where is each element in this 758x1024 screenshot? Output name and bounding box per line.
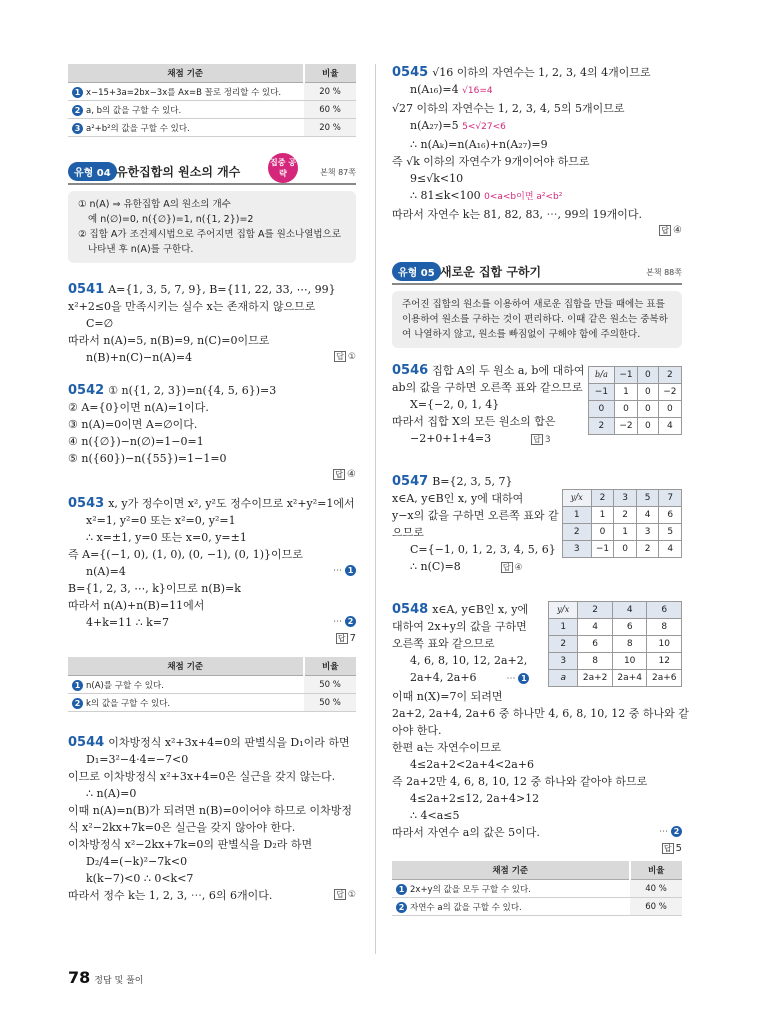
table-cell: −2 [614,418,637,435]
solution-line: 이때 n(X)=7이 되려면 [392,690,503,703]
ratio: 60 % [630,898,683,916]
col-header: 5 [636,490,659,507]
solution-line: 이때 n(A)=n(B)가 되려면 n(B)=0이어야 하므로 이차방정 [68,804,353,817]
criteria-header: 채점 기준 [68,657,304,676]
solution-line: ② A={0}이면 n(A)=1이다. [68,401,209,414]
solution-line: 따라서 집합 X의 모든 원소의 합은 [392,415,556,428]
solution-line: ∴ n(C)=8 [410,560,461,573]
step-1-marker: 1 [518,673,529,684]
table-cell: 6 [578,636,613,653]
ratio: 50 % [304,694,357,712]
criteria-header: 채점 기준 [392,861,630,880]
solution-0541 [68,281,356,366]
table-cell: 4 [578,619,613,636]
problem-number: 0542 [68,383,105,398]
solution-line: x∈A, y∈B인 x, y에 대하여 [392,492,524,505]
criteria-text: a²+b²의 값을 구할 수 있다. [86,123,190,134]
type-04-header [68,159,356,185]
footer-label: 정답 및 풀이 [94,976,144,986]
solution-line: ∴ n(Aₖ)=n(A₁₆)+n(A₂₇)=9 [410,138,548,151]
col-header: 2 [578,602,613,619]
solution-line: √27 이하의 자연수는 1, 2, 3, 4, 5의 5개이므로 [392,102,625,115]
note-line: ① n(A) ⇒ 유한집합 A의 원소의 개수 [78,199,231,210]
margin-note: 0<a<b이면 a²<b² [484,192,563,202]
answer: ① [347,890,356,900]
table-cell: 5 [659,524,682,541]
solution-line: x∈A, y∈B인 x, y에 [432,603,529,616]
col-header: 2 [591,490,614,507]
table-cell: 4 [636,507,659,524]
solution-line: ⑤ n({60})−n({55})=1−1=0 [68,452,227,465]
criteria-row [68,119,356,137]
right-column [392,64,689,916]
ratio-header: 비율 [630,861,683,880]
table-cell: 2 [614,507,637,524]
col-header: 4 [612,602,647,619]
problem-number: 0541 [68,282,105,297]
type-05-header [392,259,682,285]
solution-line: 오른쪽 표와 같으므로 [392,637,495,650]
answer-icon: 답 [336,890,344,899]
solution-line: 즉 √k 이하의 자연수가 9개이어야 하므로 [392,155,590,168]
answer: ④ [673,225,682,236]
solution-line: 이차방정식 x²−2kx+7k=0의 판별식을 D₂라 하면 [68,838,313,851]
ratio: 60 % [304,101,357,119]
table-cell: 0 [658,401,681,418]
answer: 5 [675,843,682,854]
solution-0543: 0543 x, y가 정수이면 x², y²도 정수이므로 x²+y²=1에서 x²=1, y²=0 또는 x²=0, y²=1 ∴ x=±1, y=0 또는 x=0, y=±1 즉 A={(−1, 0), (1, 0), (0, −1), (0, 1)}이므로 n(A)=4 ⋯ 1 B={1, 2, 3, ⋯, k}이므로 n(B)=k 따라서 n(A)+n(B)=11에서 4+k=11 ∴ k=7 ⋯ 2 답 7 [68,496,356,644]
row-header: a [549,670,578,687]
table-cell: 0 [638,384,659,401]
table-cell: −2 [658,384,681,401]
solution-line: 2a+4, 2a+6 [410,671,477,684]
criteria-row [392,880,682,898]
solution-line: ③ n(A)=0이면 A=∅이다. [68,418,198,431]
note-line: 여 나열하지 않고, 원소를 빠짐없이 구해야 함에 주의한다. [402,329,641,340]
table-cell: 0 [591,524,614,541]
criteria-row [68,83,356,101]
note-line: 이용하여 원소를 구하는 것이 편리하다. 이때 같은 원소는 중복하 [402,314,668,325]
page-footer [68,968,143,987]
row-header: 2 [549,636,578,653]
criteria-text: k의 값을 구할 수 있다. [86,698,171,709]
col-header: 3 [614,490,637,507]
solution-line: 대하여 2x+y의 값을 구하면 [392,620,527,633]
note-line: 주어진 집합의 원소를 이용하여 새로운 집합을 만들 때에는 표를 [402,299,665,310]
solution-line: 집합 A의 두 원소 a, b에 대하여 [432,364,585,377]
problem-number: 0543 [68,496,105,511]
solution-line: 4, 6, 8, 10, 12, 2a+2, [410,654,528,667]
col-header: 6 [647,602,682,619]
solution-line: √16 이하의 자연수는 1, 2, 3, 4의 4개이므로 [432,66,651,79]
criteria-row [68,694,356,712]
criteria-text: n(A)를 구할 수 있다. [86,680,164,691]
col-header: 0 [638,367,659,384]
step-number: 3 [72,123,83,134]
solution-line: C=∅ [86,317,114,330]
grading-criteria-table [68,64,356,137]
grading-criteria-table [68,657,356,712]
problem-number: 0548 [392,602,429,617]
corner-label: a [603,370,608,379]
solution-line: n(A₂₇)=5 [410,119,459,132]
row-header: 2 [563,524,592,541]
row-header: 1 [549,619,578,636]
criteria-text: 자연수 a의 값을 구할 수 있다. [410,902,522,913]
step-1-marker: 1 [345,565,356,576]
corner-label: x [578,493,583,502]
step-2-marker: 2 [345,616,356,627]
solution-line: D₂/4=(−k)²−7k<0 [86,855,188,868]
row-header: 3 [549,653,578,670]
sum-table: y/x 2 4 6 1 4 6 8 2 6 8 10 3 8 10 12 a 2a+2 2a+4 2a+6 [548,601,682,687]
product-table: b/a −1 0 2 −1 1 0 −2 0 0 0 0 2 −2 0 4 [588,366,682,435]
problem-number: 0547 [392,474,429,489]
solution-line: ∴ 81≤k<100 [410,189,481,202]
corner-label: y [570,493,576,502]
table-cell: 8 [647,619,682,636]
solution-line: 4≤2a+2≤12, 2a+4>12 [410,792,540,805]
table-cell: 10 [647,636,682,653]
step-number: 2 [72,698,83,709]
criteria-text: a, b의 값을 구할 수 있다. [86,105,182,116]
type-badge: 유형 05 [392,262,441,281]
solution-line: ① n({1, 2, 3})=n({4, 5, 6})=3 [108,384,277,397]
row-header: 1 [563,507,592,524]
book-page-ref: 본책 87쪽 [320,168,356,177]
table-cell: 4 [658,418,681,435]
solution-line: ∴ x=±1, y=0 또는 x=0, y=±1 [86,531,247,544]
table-cell: 8 [578,653,613,670]
solution-line: k(k−7)<0 ∴ 0<k<7 [86,872,194,885]
solution-line: 4+k=11 ∴ k=7 [86,616,169,629]
ratio-header: 비율 [304,657,357,676]
solution-line: y−x의 값을 구하면 오른쪽 표와 같 [392,509,559,522]
solution-0544 [68,734,356,904]
step-number: 2 [72,105,83,116]
ratio-header: 비율 [304,64,357,83]
type-badge: 유형 04 [68,162,117,181]
table-cell: 1 [591,507,614,524]
solution-line: 이차방정식 x²+3x+4=0의 판별식을 D₁이라 하면 [108,736,350,749]
column-divider [375,64,376,954]
focus-badge: 집중 공략 [268,153,298,183]
solution-0548: 0548 x∈A, y∈B인 x, y에 대하여 2x+y의 값을 구하면 오른쪽 표와 같으므로 4, 6, 8, 10, 12, 2a+2, 2a+4, 2a+6 ⋯ 1 이때 n(X)=7이 되려면 2a+2, 2a+4, 2a+6 중 하나만 4, 6, 8, 10, 12 중 하나와 같 아야 한다. 한편 a는 자연수이므로 4≤2a+2<2a+4<2a+6 즉 2a+2만 4, 6, 8, 10, 12 중 하나와 같아야 하므로 4≤2a+2≤12, 2a+4>12 ∴ 4<a≤5 따라서 자연수 a의 값은 5이다. ⋯ 2 답 5 y/x 2 4 6 1 4 6 8 2 6 8 10 3 8 10 12 a 2a+2 2a+4 2a+6 [392,602,689,854]
answer-icon: 답 [335,469,344,479]
table-cell: 0 [614,401,637,418]
ratio: 40 % [630,880,683,898]
solution-line: B={1, 2, 3, ⋯, k}이므로 n(B)=k [68,582,241,595]
row-header: 3 [563,541,592,558]
answer-icon: 답 [336,352,344,361]
solution-line: x²+2≤0을 만족시키는 실수 x는 존재하지 않으므로 [68,300,316,313]
solution-line: ∴ 4<a≤5 [410,809,460,822]
solution-line: 따라서 n(A)=5, n(B)=9, n(C)=0이므로 [68,334,270,347]
problem-number: 0545 [392,65,429,80]
solution-line: A={1, 3, 5, 7, 9}, B={11, 22, 33, ⋯, 99} [108,283,336,296]
answer: ④ [347,469,356,480]
solution-line: ④ n({∅})−n(∅)=1−0=1 [68,435,204,448]
note-line: 나타낸 후 n(A)를 구한다. [88,244,194,255]
table-cell: 0 [614,541,637,558]
answer-icon: 답 [533,435,541,444]
book-page-ref: 본책 88쪽 [646,268,682,277]
solution-line: 따라서 정수 k는 1, 2, 3, ⋯, 6의 6개이다. [68,889,273,902]
solution-0547 [392,473,682,577]
answer: ① [347,352,356,362]
criteria-text: x−15+3a=2bx−3x를 Ax=B 꼴로 정리할 수 있다. [86,87,282,98]
solution-line: n(A₁₆)=4 [410,83,459,96]
solution-line: 즉 A={(−1, 0), (1, 0), (0, −1), (0, 1)}이므로 [68,548,303,561]
table-cell: 1 [614,384,637,401]
solution-line: 한편 a는 자연수이므로 [392,741,502,754]
col-header: 7 [659,490,682,507]
problem-number: 0546 [392,363,429,378]
row-header: 2 [589,418,615,435]
difference-table: y/x 2 3 5 7 1 1 2 4 6 2 0 1 3 5 3 −1 0 2 4 [562,489,682,558]
criteria-text: 2x+y의 값을 모두 구할 수 있다. [410,884,531,895]
solution-line: 따라서 자연수 a의 값은 5이다. [392,826,540,839]
solution-line: ab의 값을 구하면 오른쪽 표와 같으므로 [392,381,583,394]
table-cell: 2a+2 [578,670,613,687]
type-04-notes [68,191,356,263]
table-cell: 6 [612,619,647,636]
answer-icon: 답 [337,633,346,643]
solution-line: D₁=3²−4·4=−7<0 [86,753,189,766]
solution-line: x²=1, y²=0 또는 x²=0, y²=1 [86,514,236,527]
table-cell: 0 [638,401,659,418]
solution-line: 아야 한다. [392,724,442,737]
answer: 7 [349,633,356,644]
answer-icon: 답 [502,563,511,572]
table-cell: 12 [647,653,682,670]
solution-line: n(B)+n(C)−n(A)=4 [86,351,193,364]
table-cell: 1 [614,524,637,541]
margin-note: 5<√27<6 [462,122,506,132]
page-number: 78 [68,968,91,987]
table-cell: 2a+6 [647,670,682,687]
solution-0545 [392,64,682,239]
left-column [68,64,356,904]
corner-label: y [557,605,562,614]
row-header: 0 [589,401,615,418]
answer-icon: 답 [661,225,670,235]
solution-line: 2a+2, 2a+4, 2a+6 중 하나만 4, 6, 8, 10, 12 중 하나와 같 [392,707,689,720]
step-number: 1 [396,884,407,895]
note-line: ② 집합 A가 조건제시법으로 주어지면 집합 A를 원소나열법으로 [78,229,341,240]
solution-line: −2+0+1+4=3 [410,432,492,445]
solution-line: 4≤2a+2<2a+4<2a+6 [410,758,534,771]
margin-note: √16=4 [462,86,493,96]
criteria-row [392,898,682,916]
table-cell: 8 [612,636,647,653]
step-number: 1 [72,680,83,691]
criteria-row [68,676,356,694]
solution-line: ∴ n(A)=0 [86,787,137,800]
solution-line: n(A)=4 [86,565,126,578]
corner-label: b [594,370,601,379]
criteria-header: 채점 기준 [68,64,304,83]
solution-line: 식 x²−2kx+7k=0은 실근을 갖지 않아야 한다. [68,821,296,834]
solution-line: 따라서 n(A)+n(B)=11에서 [68,599,205,612]
note-line: 예 n(∅)=0, n({∅})=1, n({1, 2})=2 [88,214,254,225]
solution-line: C={−1, 0, 1, 2, 3, 4, 5, 6} [410,543,556,556]
corner-label: x [564,605,570,614]
problem-number: 0544 [68,735,105,750]
table-cell: 2a+4 [612,670,647,687]
table-cell: 6 [659,507,682,524]
table-cell: −1 [591,541,614,558]
solution-line: 9≤√k<10 [410,172,464,185]
ratio: 50 % [304,676,357,694]
col-header: −1 [614,367,637,384]
solution-line: x, y가 정수이면 x², y²도 정수이므로 x²+y²=1에서 [108,497,355,510]
type-title: 새로운 집합 구하기 [440,265,542,279]
grading-criteria-table [392,861,682,916]
solution-line: 으므로 [392,526,424,539]
solution-line: 이므로 이차방정식 x²+3x+4=0은 실근을 갖지 않는다. [68,770,336,783]
row-header: −1 [589,384,615,401]
answer: 3 [544,435,551,445]
solution-0542 [68,382,356,483]
solution-line: B={2, 3, 5, 7} [432,475,513,488]
solution-line: X={−2, 0, 1, 4} [410,398,500,411]
ratio: 20 % [304,83,357,101]
step-2-marker: 2 [671,826,682,837]
table-cell: 3 [636,524,659,541]
solution-line: 즉 2a+2만 4, 6, 8, 10, 12 중 하나와 같아야 하므로 [392,775,648,788]
solution-line: 따라서 자연수 k는 81, 82, 83, ⋯, 99의 19개이다. [392,208,642,221]
ratio: 20 % [304,119,357,137]
table-cell: 2 [636,541,659,558]
table-cell: 4 [659,541,682,558]
solution-0546 [392,362,682,449]
type-05-notes [392,291,682,348]
table-cell: 0 [638,418,659,435]
type-title: 유한집합의 원소의 개수 [116,165,241,179]
col-header: 2 [658,367,681,384]
step-number: 2 [396,902,407,913]
table-cell: 10 [612,653,647,670]
answer: ④ [514,563,523,573]
step-number: 1 [72,87,83,98]
criteria-row [68,101,356,119]
answer-icon: 답 [663,843,672,853]
